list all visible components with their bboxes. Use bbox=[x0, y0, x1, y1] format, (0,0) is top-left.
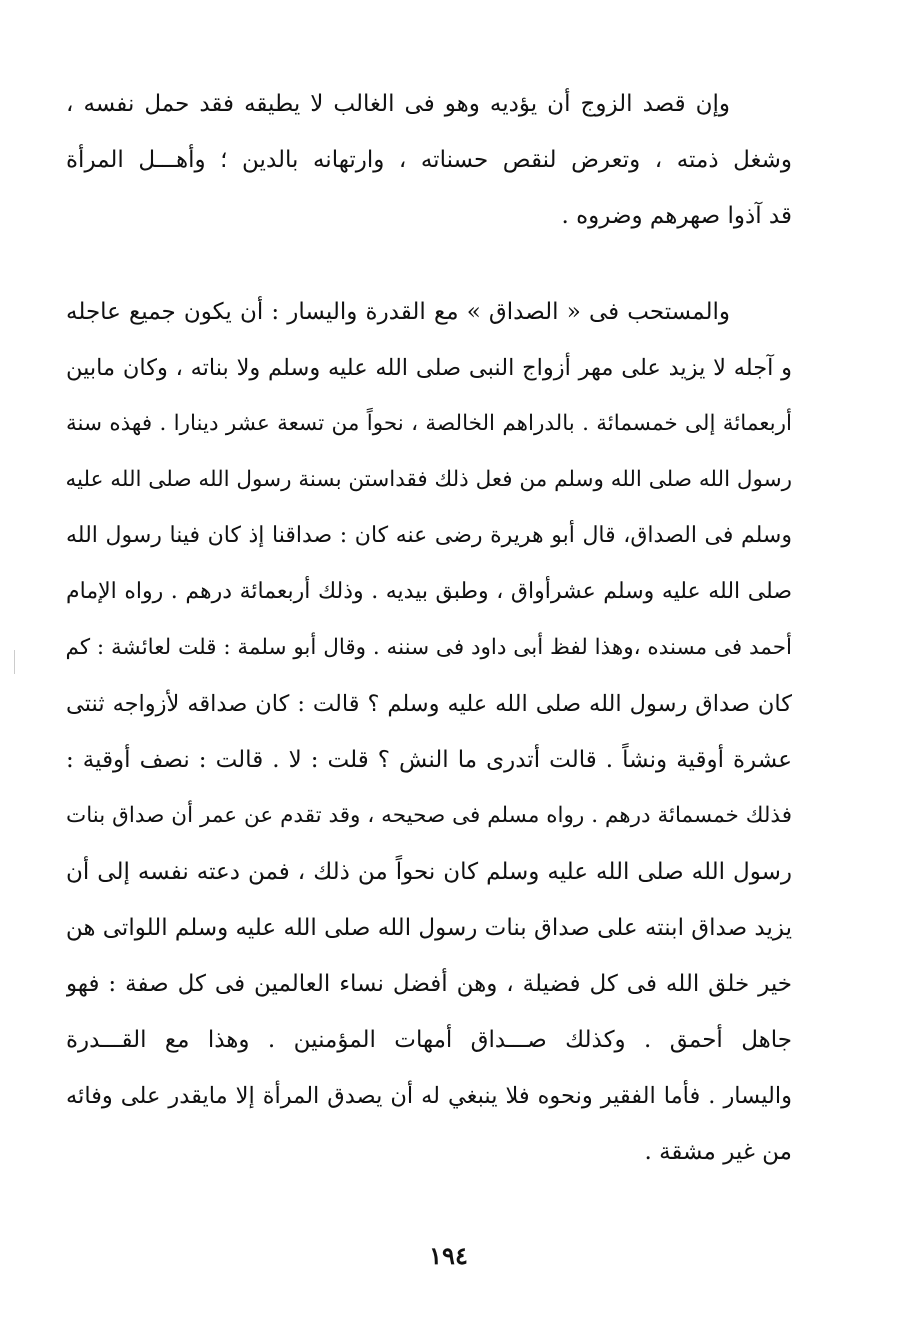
scan-margin-mark bbox=[14, 650, 15, 674]
paragraph-2-line-1: والمستحب فى « الصداق » مع القدرة واليسار : أن يكون جميع عاجله bbox=[66, 299, 730, 325]
paragraph-2-line-7: أحمد فى مسنده ،وهذا لفظ أبى داود فى سننه . وقال أبو سلمة : قلت لعائشة : كم bbox=[66, 635, 792, 660]
paragraph-2 bbox=[66, 284, 792, 1180]
paragraph-2-line-10: فذلك خمسمائة درهم . رواه مسلم فى صحيحه ، وقد تقدم عن عمر أن صداق بنات bbox=[66, 803, 792, 828]
paragraph-1 bbox=[66, 76, 792, 244]
paragraph-2-line-2: و آجله لا يزيد على مهر أزواج النبى صلى الله عليه وسلم ولا بناته ، وكان مابين bbox=[66, 355, 792, 381]
paragraph-2-line-15: واليسار . فأما الفقير ونحوه فلا ينبغي له أن يصدق المرأة إلا مايقدر على وفائه bbox=[66, 1083, 792, 1109]
paragraph-1-line-2: وشغل ذمته ، وتعرض لنقص حسناته ، وارتهانه بالدين ؛ وأهـــل المرأة bbox=[66, 147, 792, 173]
paragraph-2-line-3: أربعمائة إلى خمسمائة . بالدراهم الخالصة ، نحواً من تسعة عشر دينارا . فهذه سنة bbox=[66, 411, 792, 436]
page-number: ١٩٤ bbox=[429, 1241, 468, 1270]
paragraph-2-line-14: جاهل أحمق . وكذلك صـــداق أمهات المؤمنين . وهذا مع القـــدرة bbox=[66, 1027, 792, 1053]
paragraph-2-line-6: صلى الله عليه وسلم عشرأواق ، وطبق بيديه . وذلك أربعمائة درهم . رواه الإمام bbox=[66, 579, 792, 604]
paragraph-2-line-16: من غير مشقة . bbox=[644, 1139, 792, 1165]
paragraph-2-line-5: وسلم فى الصداق، قال أبو هريرة رضى عنه كان : صداقنا إذ كان فينا رسول الله bbox=[66, 523, 792, 548]
paragraph-2-line-4: رسول الله صلى الله وسلم من فعل ذلك فقداستن بسنة رسول الله صلى الله عليه bbox=[66, 467, 792, 492]
paragraph-1-line-3: قد آذوا صهرهم وضروه . bbox=[561, 203, 792, 229]
paragraph-2-line-11: رسول الله صلى الله عليه وسلم كان نحواً من ذلك ، فمن دعته نفسه إلى أن bbox=[66, 859, 792, 885]
paragraph-2-line-9: عشرة أوقية ونشاً . قالت أتدرى ما النش ؟ قلت : لا . قالت : نصف أوقية : bbox=[66, 747, 792, 773]
paragraph-2-line-8: كان صداق رسول الله صلى الله عليه وسلم ؟ قالت : كان صداقه لأزواجه ثنتى bbox=[66, 691, 792, 717]
paragraph-2-line-12: يزيد صداق ابنته على صداق بنات رسول الله صلى الله عليه وسلم اللواتى هن bbox=[66, 915, 792, 941]
paragraph-2-line-13: خير خلق الله فى كل فضيلة ، وهن أفضل نساء العالمين فى كل صفة : فهو bbox=[66, 971, 792, 997]
paragraph-1-line-1: وإن قصد الزوج أن يؤديه وهو فى الغالب لا يطيقه فقد حمل نفسه ، bbox=[66, 91, 730, 117]
